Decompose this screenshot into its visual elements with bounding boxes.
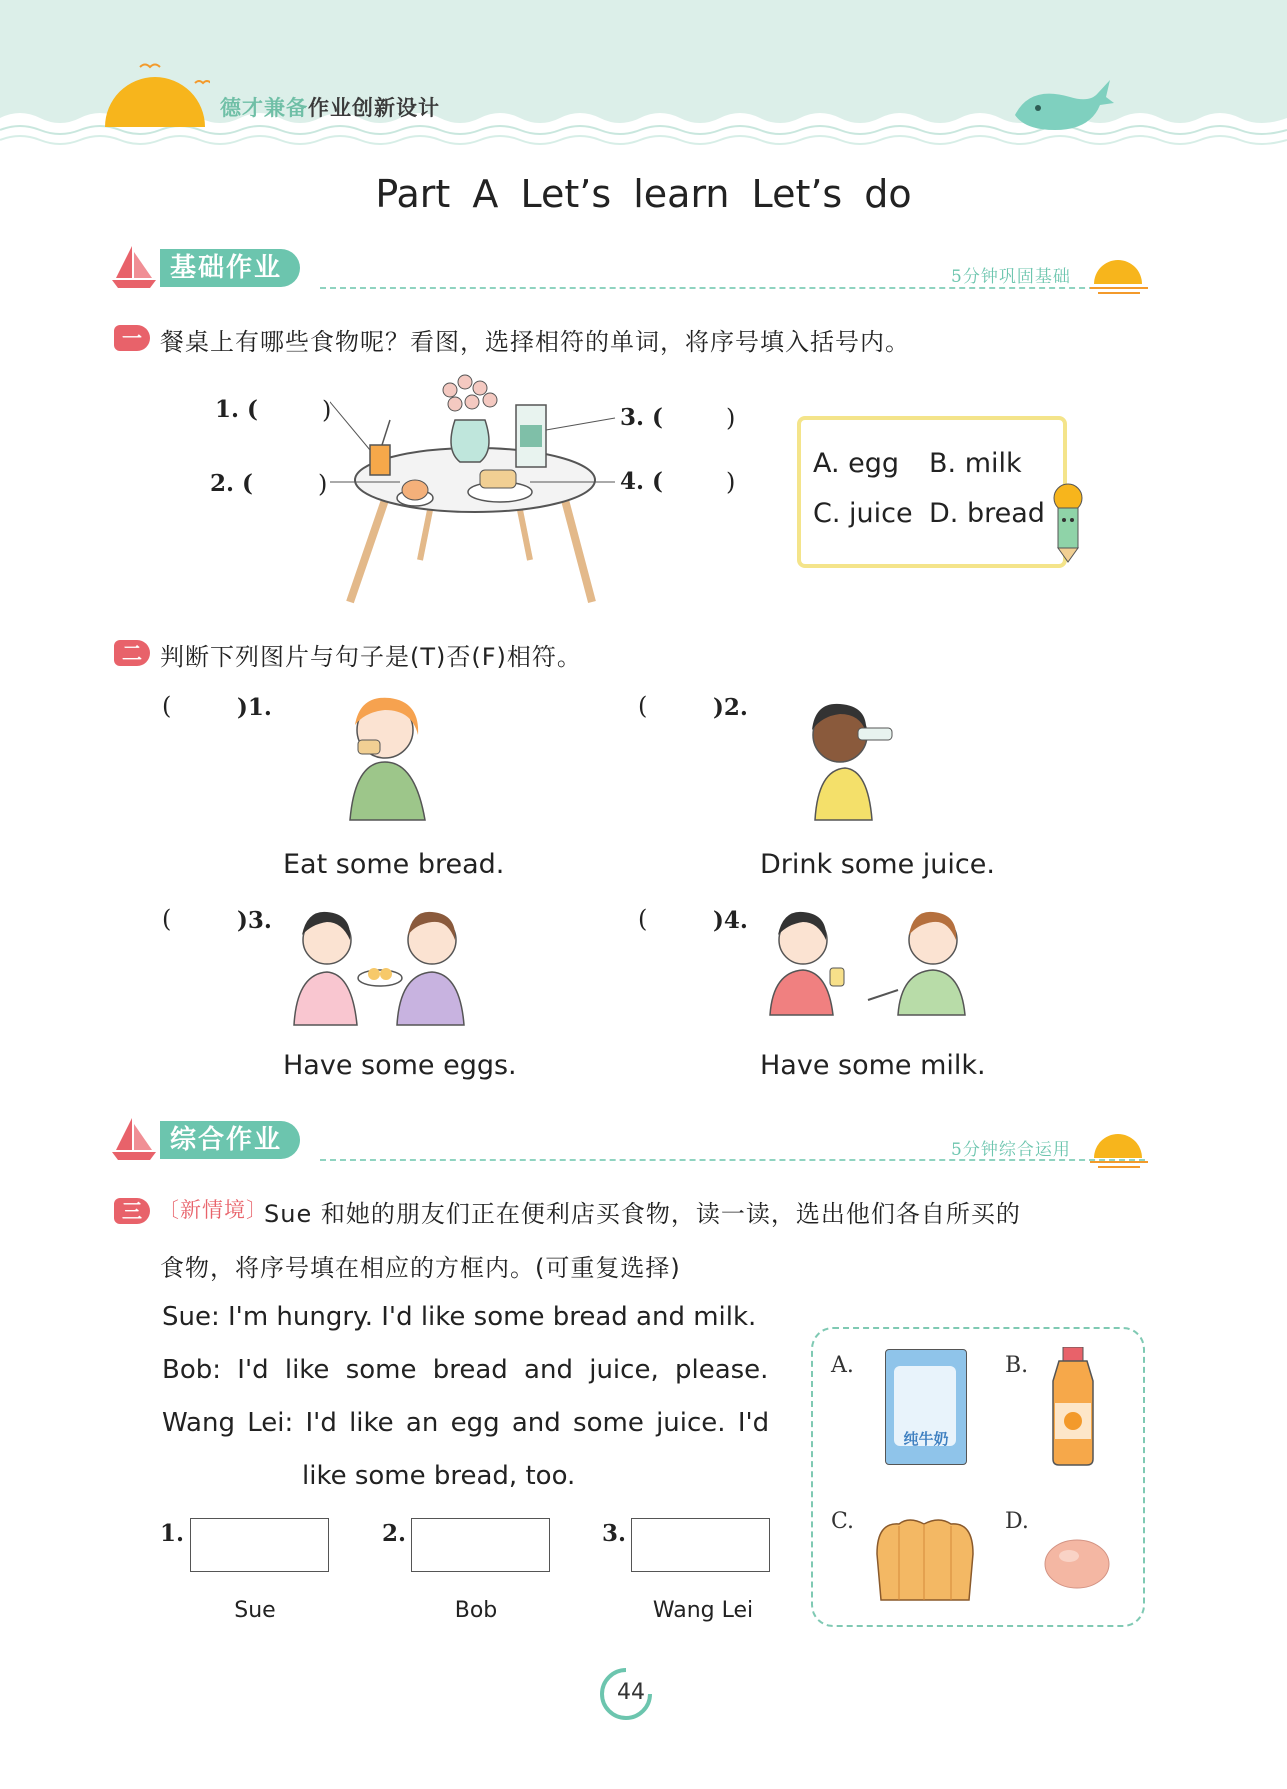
page-title: Part A Let’s learn Let’s do	[375, 172, 912, 216]
sun-icon	[100, 55, 210, 130]
answer-box-bob[interactable]	[411, 1518, 550, 1572]
kids-milk-illustration	[758, 900, 978, 1030]
section-comprehensive-note: 5分钟综合运用	[951, 1140, 1071, 1160]
shop-label-b: B.	[1005, 1353, 1029, 1378]
q3-instruction-line2: 食物，将序号填在相应的方框内。(可重复选择)	[160, 1254, 681, 1282]
boy-drinking-illustration	[790, 690, 920, 825]
q1-item-2: 2. (	[210, 470, 253, 497]
brand-title: 德才兼备作业创新设计	[220, 96, 440, 120]
shop-label-d: D.	[1005, 1509, 1029, 1534]
q2-item-1-sentence: Eat some bread.	[283, 849, 505, 880]
answer-3-name: Wang Lei	[652, 1598, 754, 1623]
q2-item-3-open: (	[162, 905, 172, 933]
sunset-icon	[1090, 250, 1148, 296]
milk-carton-text: 纯牛奶	[903, 1430, 949, 1448]
answer-1-name: Sue	[234, 1598, 276, 1623]
answer-box-sue[interactable]	[190, 1518, 329, 1572]
section-basic-tag: 基础作业	[160, 249, 300, 287]
q2-instruction: 判断下列图片与句子是(T)否(F)相符。	[160, 643, 582, 671]
option-juice: C. juice	[813, 498, 913, 529]
option-milk: B. milk	[929, 448, 1022, 479]
q2-item-4-sentence: Have some milk.	[760, 1050, 986, 1081]
answer-3-num: 3.	[602, 1520, 627, 1547]
dialogue-bob: Bob: I'd like some bread and juice, please.	[162, 1355, 769, 1385]
answer-box-wang-lei[interactable]	[631, 1518, 770, 1572]
dialogue-sue: Sue: I'm hungry. I'd like some bread and milk.	[162, 1302, 757, 1332]
answer-2-name: Bob	[454, 1598, 498, 1623]
table-illustration	[330, 370, 620, 610]
q1-item-4-close: )	[726, 468, 736, 496]
q2-item-3-sentence: Have some eggs.	[283, 1050, 517, 1081]
dialogue-wang-lei-2: like some bread, too.	[302, 1461, 576, 1491]
section-basic-note: 5分钟巩固基础	[951, 267, 1071, 287]
q3-instruction-line1: Sue 和她的朋友们正在便利店买食物，读一读，选出他们各自所买的	[264, 1200, 1021, 1228]
q1-item-3-close: )	[726, 404, 736, 432]
pencil-mascot-icon	[1040, 480, 1096, 564]
q1-item-4: 4. (	[620, 468, 663, 495]
q2-item-1-num: )1.	[237, 694, 272, 721]
page-number: 44	[617, 1680, 645, 1705]
q1-item-1-close: )	[322, 396, 332, 424]
q2-item-4-num: )4.	[713, 907, 748, 934]
egg-image	[1041, 1534, 1113, 1592]
q3-new-context-tag: 〔新情境〕	[158, 1198, 268, 1222]
sailboat-icon	[112, 1116, 156, 1160]
q2-item-2-open: (	[638, 692, 648, 720]
q2-badge: 二	[114, 640, 150, 666]
shop-items-panel	[811, 1327, 1145, 1627]
kids-sharing-eggs-illustration	[282, 900, 477, 1030]
sailboat-icon	[112, 244, 156, 288]
whale-icon	[1010, 75, 1115, 135]
answer-2-num: 2.	[382, 1520, 407, 1547]
q2-item-1-open: (	[162, 692, 172, 720]
juice-bottle-image	[1045, 1347, 1101, 1467]
dialogue-wang-lei-1: Wang Lei: I'd like an egg and some juice. I'd	[162, 1408, 770, 1438]
section-comprehensive-tag: 综合作业	[160, 1121, 300, 1159]
shop-label-a: A.	[831, 1353, 854, 1378]
q1-instruction: 餐桌上有哪些食物呢？看图，选择相符的单词，将序号填入括号内。	[160, 328, 910, 356]
q2-item-2-num: )2.	[713, 694, 748, 721]
shop-label-c: C.	[831, 1509, 855, 1534]
q3-badge: 三	[114, 1198, 150, 1224]
q1-badge: 一	[114, 325, 150, 351]
girl-eating-bread-illustration	[330, 690, 460, 830]
answer-1-num: 1.	[160, 1520, 185, 1547]
option-bread: D. bread	[929, 498, 1045, 529]
option-egg: A. egg	[813, 448, 900, 479]
section-basic-divider	[320, 287, 1145, 289]
q2-item-2-sentence: Drink some juice.	[760, 849, 995, 880]
sunset-icon	[1090, 1124, 1148, 1170]
q1-item-3: 3. (	[620, 404, 663, 431]
q1-item-2-close: )	[318, 470, 328, 498]
milk-carton-image	[885, 1349, 967, 1465]
q1-word-bank	[797, 416, 1067, 568]
q1-item-1: 1. (	[215, 396, 258, 423]
q2-item-4-open: (	[638, 905, 648, 933]
q2-item-3-num: )3.	[237, 907, 272, 934]
bread-loaf-image	[869, 1514, 979, 1606]
